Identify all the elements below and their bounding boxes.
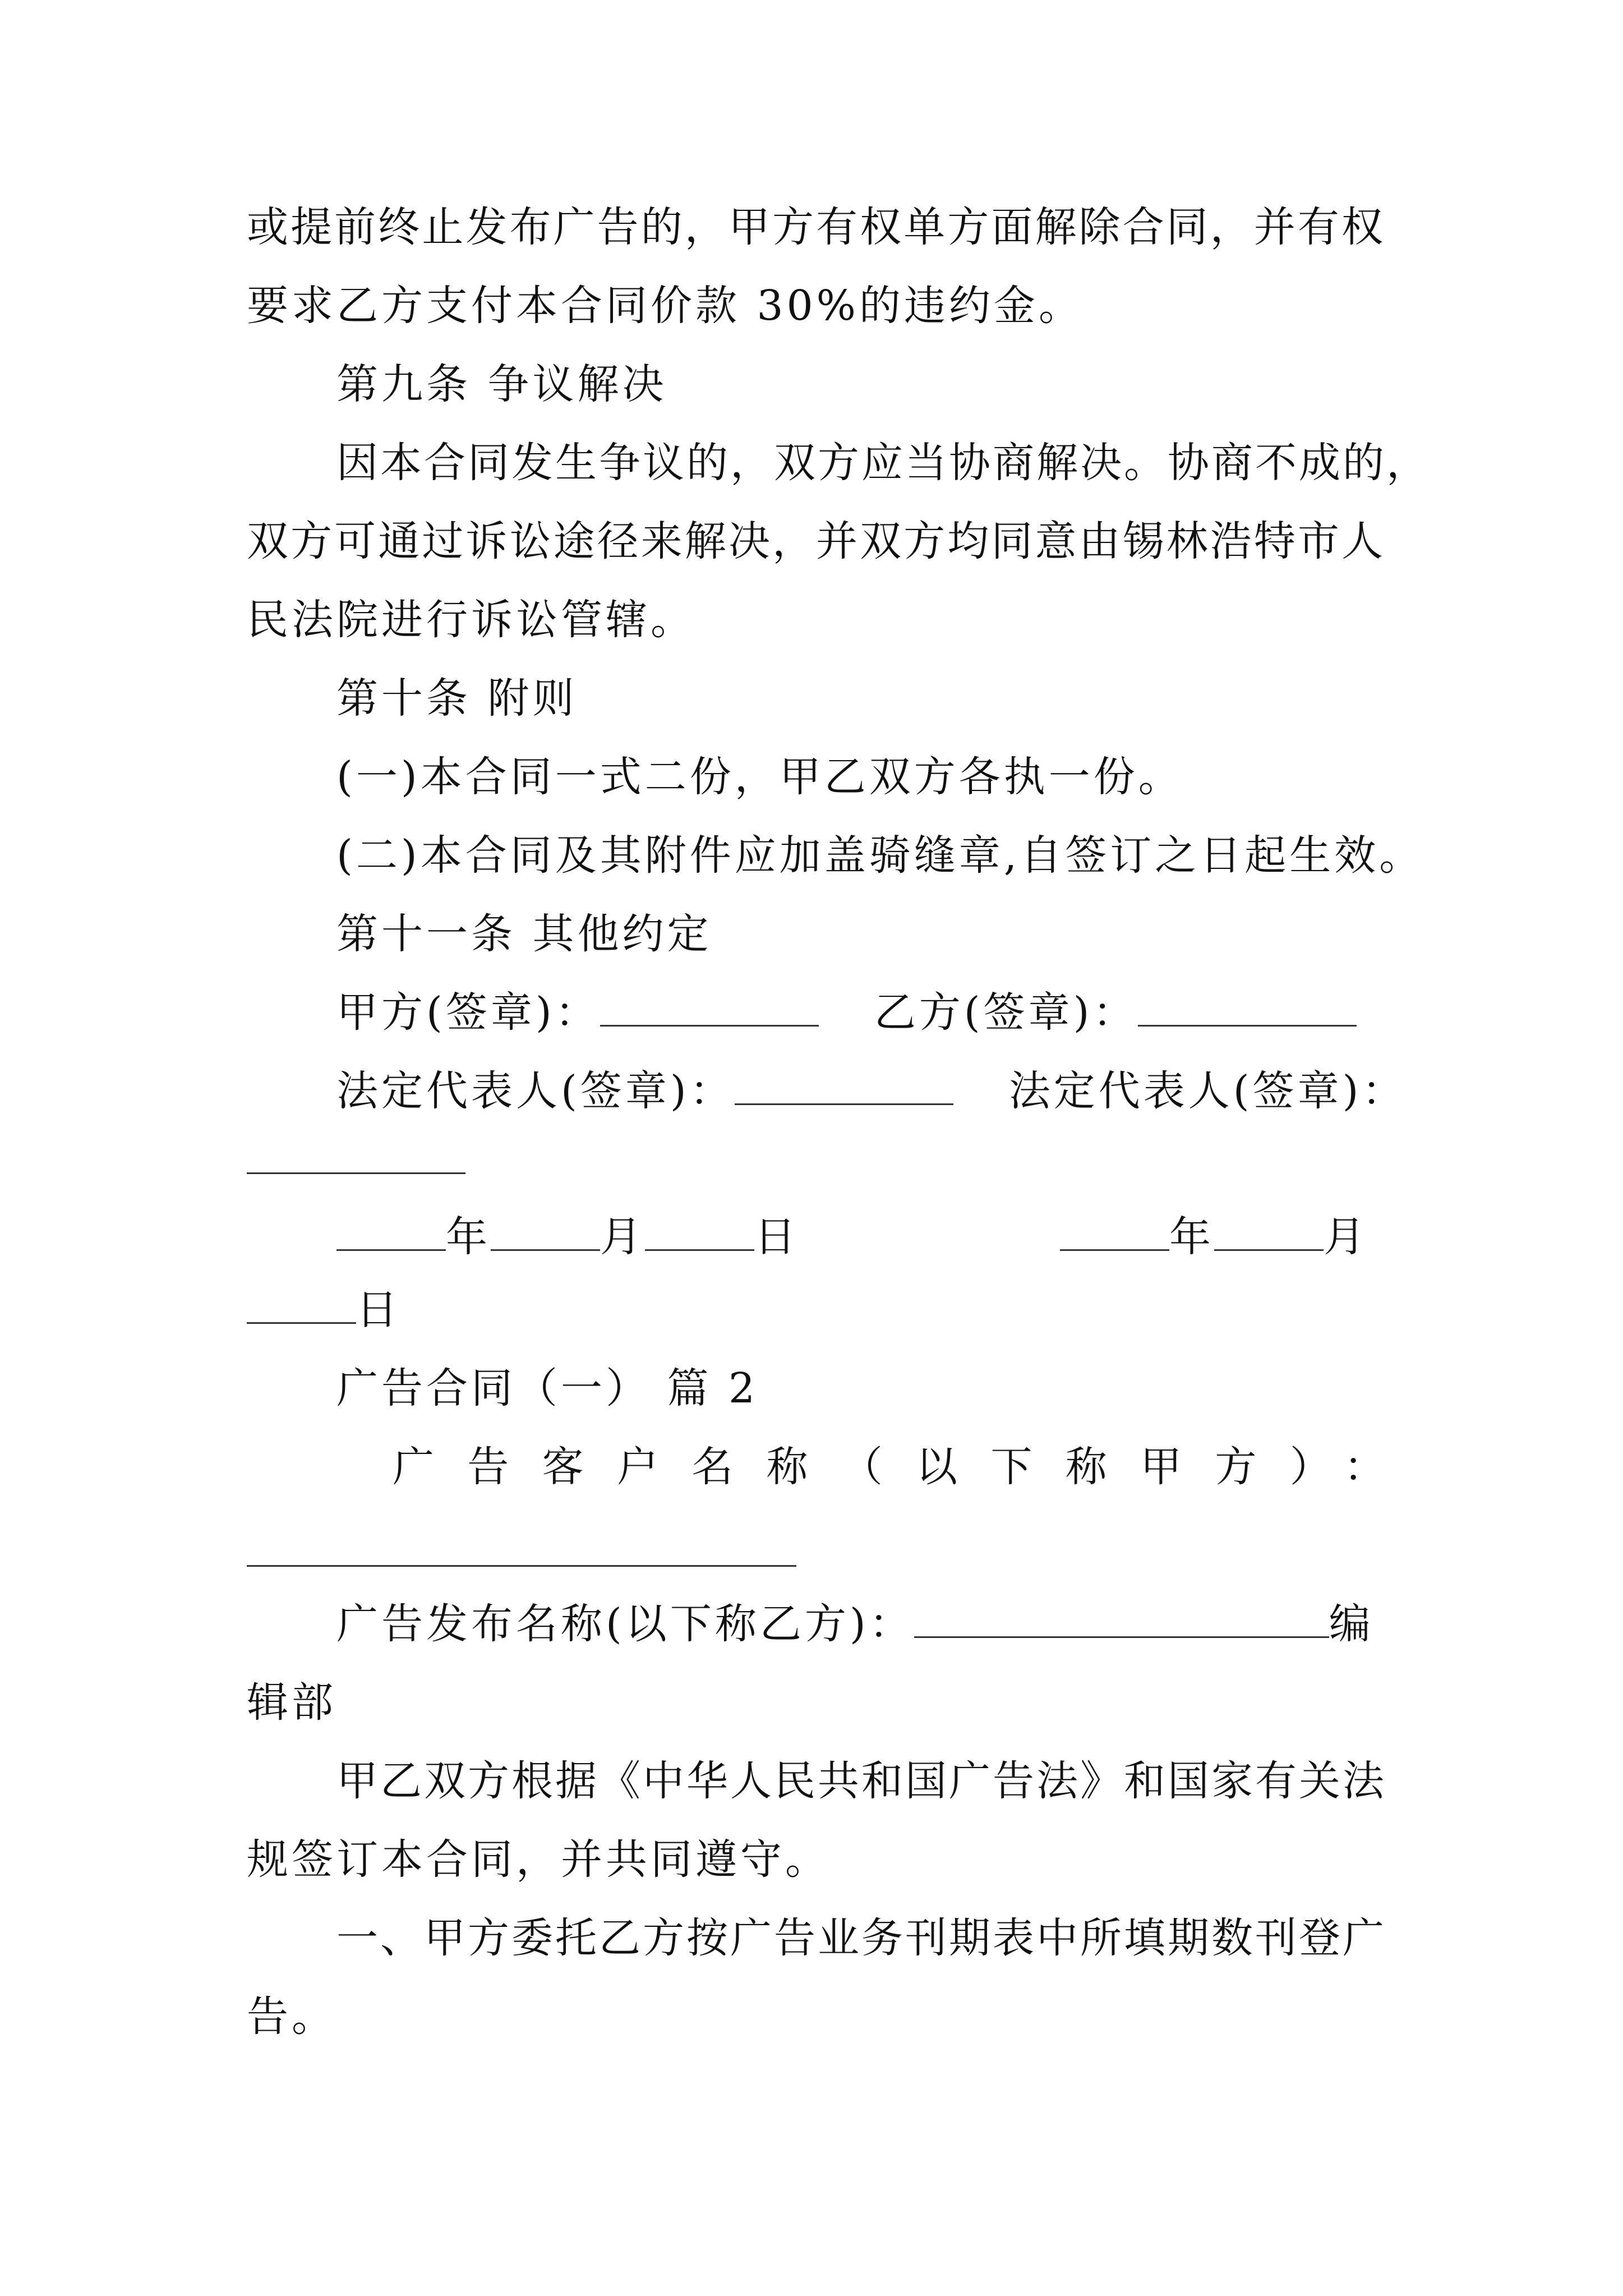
year-blank	[336, 1214, 446, 1251]
client-name-label: 广告客户名称（以下称甲方）：	[393, 1443, 1385, 1491]
party-a-signature-label: 甲方(签章)：	[336, 988, 600, 1037]
paragraph-line: 告。	[247, 1993, 336, 2041]
clause-item: (一)本合同一式二份，甲乙双方各执一份。	[336, 753, 1183, 801]
month-label: 月	[600, 1213, 645, 1261]
year-label: 年	[446, 1213, 491, 1261]
month-blank	[1214, 1214, 1324, 1251]
year-blank	[1060, 1214, 1169, 1251]
day-label: 日	[356, 1286, 401, 1334]
signature-row-representatives	[336, 1066, 1407, 1116]
year-label: 年	[1169, 1213, 1214, 1261]
article-heading: 第十条 附则	[336, 674, 578, 723]
paragraph-line: 因本合同发生争议的，双方应当协商解决。协商不成的，	[336, 439, 1430, 487]
month-blank	[491, 1214, 600, 1251]
party-b-signature-blank	[1138, 990, 1357, 1027]
rep-b-signature-label: 法定代表人(签章)：	[1008, 1067, 1407, 1115]
paragraph-line: 辑部	[247, 1678, 336, 1727]
date-row	[247, 1285, 401, 1335]
day-blank	[247, 1287, 356, 1324]
paragraph-line: 民法院进行诉讼管辖。	[247, 596, 695, 644]
party-a-signature-blank	[600, 990, 819, 1027]
date-row	[336, 1212, 799, 1262]
publisher-label: 广告发布名称(以下称乙方)：	[336, 1600, 914, 1648]
rep-a-signature-label: 法定代表人(签章)：	[336, 1067, 735, 1115]
paragraph-line: 甲乙双方根据《中华人民共和国广告法》和国家有关法	[336, 1757, 1386, 1805]
publisher-row	[336, 1599, 1374, 1649]
article-heading: 第九条 争议解决	[336, 360, 667, 408]
publisher-suffix: 编	[1329, 1600, 1374, 1648]
paragraph-line: 或提前终止发布广告的，甲方有权单方面解除合同，并有权	[247, 203, 1385, 251]
section-heading: 广告合同（一） 篇 2	[336, 1364, 759, 1412]
rep-a-signature-blank	[735, 1069, 953, 1105]
client-name-blank	[247, 1565, 796, 1567]
day-blank	[645, 1214, 754, 1251]
month-label: 月	[1324, 1213, 1368, 1261]
paragraph-line: 要求乙方支付本合同价款 30%的违约金。	[247, 282, 1083, 330]
clause-item: (二)本合同及其附件应加盖骑缝章,自签订之日起生效。	[336, 831, 1424, 880]
party-b-signature-label: 乙方(签章)：	[874, 988, 1138, 1037]
publisher-blank	[914, 1602, 1329, 1638]
paragraph-line: 一、甲方委托乙方按广告业务刊期表中所填期数刊登广	[336, 1914, 1386, 1962]
article-heading: 第十一条 其他约定	[336, 910, 712, 958]
paragraph-line: 规签订本合同，并共同遵守。	[247, 1835, 830, 1884]
signature-row-parties	[336, 987, 1357, 1038]
paragraph-line: 双方可通过诉讼途径来解决，并双方均同意由锡林浩特市人	[247, 517, 1385, 565]
rep-b-signature-blank	[247, 1172, 465, 1174]
day-label: 日	[754, 1213, 799, 1261]
date-row	[1060, 1212, 1368, 1262]
